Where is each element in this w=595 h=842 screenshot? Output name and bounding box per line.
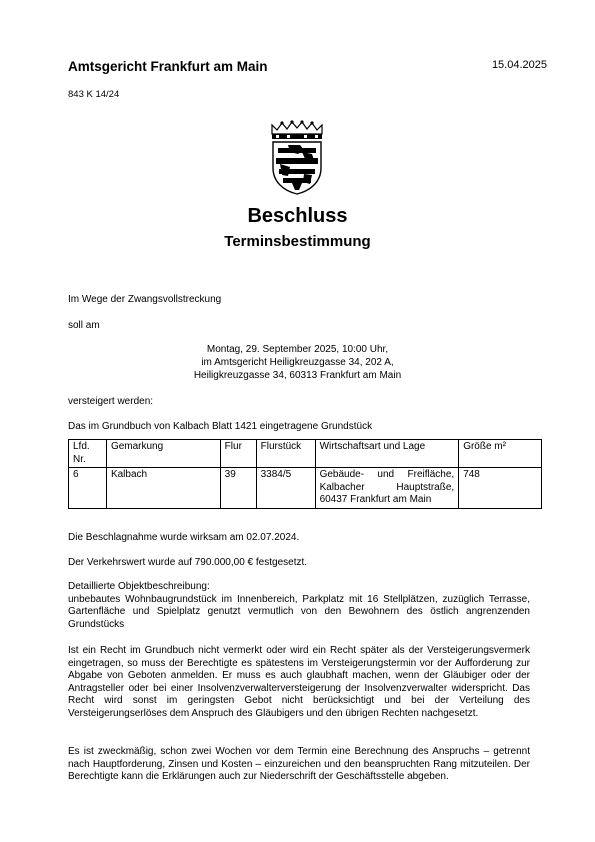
advice-paragraph: Es ist zweckmäßig, schon zwei Wochen vor dem Termin eine Berechnung des Anspruchs – getrennt nach Hauptforderung, Zinsen und Kosten – einzureichen und den beanspruchten Rang mitzuteilen. Der Berechtigte kann die Erklärungen auch zur Niederschrift der Geschäftsstelle abgeben. [68, 746, 530, 783]
table-header: Lfd. Nr. [69, 440, 107, 468]
table-header: Flur [220, 440, 256, 468]
rights-paragraph: Ist ein Recht im Grundbuch nicht vermerkt oder wird ein Recht später als der Versteigerungsvermerk eingetragen, so muss der Berechtigte es spätestens im Versteigerungstermin vor der Aufforderung zur Abgabe von Geboten anmelden. Er muss es auch glaubhaft machen, wenn der Gläubiger oder der Antragsteller oder bei einer Insolvenzverwalterversteigerung der Insolvenzverwalter widerspricht. Das Recht wird sonst im geringsten Gebot nicht berücksichtigt und bei der Verteilung des Versteigerungserlöses dem Anspruch des Gläubigers und den übrigen Rechten nachgesetzt. [68, 645, 530, 719]
table-cell: 6 [69, 468, 107, 509]
table-cell: Kalbach [106, 468, 220, 509]
table-header: Größe m² [459, 440, 542, 468]
auction-term [0, 343, 595, 382]
table-cell: Gebäude- und Freifläche, Kalbacher Hauptstraße, 60437 Frankfurt am Main [315, 468, 459, 509]
table-cell: 748 [459, 468, 542, 509]
intro-line: Im Wege der Zwangsvollstreckung [68, 294, 222, 305]
term-date-time: Montag, 29. September 2025, 10:00 Uhr, [206, 344, 389, 355]
description-label: Detaillierte Objektbeschreibung: [68, 581, 210, 592]
table-row [69, 468, 542, 509]
shield-icon [273, 142, 321, 194]
seizure-paragraph: Die Beschlagnahme wurde wirksam am 02.07.2024. [68, 532, 300, 543]
intro-line: soll am [68, 320, 100, 331]
court-name: Amtsgericht Frankfurt am Main [68, 59, 268, 74]
document-subtitle: Terminsbestimmung [224, 233, 371, 250]
table-header: Wirtschaftsart und Lage [315, 440, 459, 468]
document-title: Beschluss [247, 205, 348, 227]
table-header-row [69, 440, 542, 468]
object-description [68, 581, 530, 631]
crown-icon [272, 120, 322, 139]
property-table [68, 439, 542, 509]
table-cell: 3384/5 [256, 468, 315, 509]
auction-statement: versteigert werden: [68, 396, 154, 407]
table-cell: 39 [220, 468, 256, 509]
file-number: 843 K 14/24 [68, 89, 120, 100]
description-text: unbebautes Wohnbaugrundstück im Innenbereich, Parkplatz mit 16 Stellplätzen, zuzüglich Terrasse, Gartenfläche und Spielplatz genutzt vermutlich von den Bewohnern des östlich angrenzenden Grundstücks [68, 593, 530, 630]
market-value-paragraph: Der Verkehrswert wurde auf 790.000,00 € festgesetzt. [68, 557, 308, 568]
table-header: Gemarkung [106, 440, 220, 468]
table-header: Flurstück [256, 440, 315, 468]
hessen-coat-of-arms-icon [268, 120, 326, 196]
term-location: im Amtsgericht Heiligkreuzgasse 34, 202 A, [201, 357, 394, 368]
document-date: 15.04.2025 [491, 59, 547, 71]
term-address: Heiligkreuzgasse 34, 60313 Frankfurt am Main [193, 370, 402, 381]
land-register-intro: Das im Grundbuch von Kalbach Blatt 1421 eingetragene Grundstück [68, 421, 373, 432]
